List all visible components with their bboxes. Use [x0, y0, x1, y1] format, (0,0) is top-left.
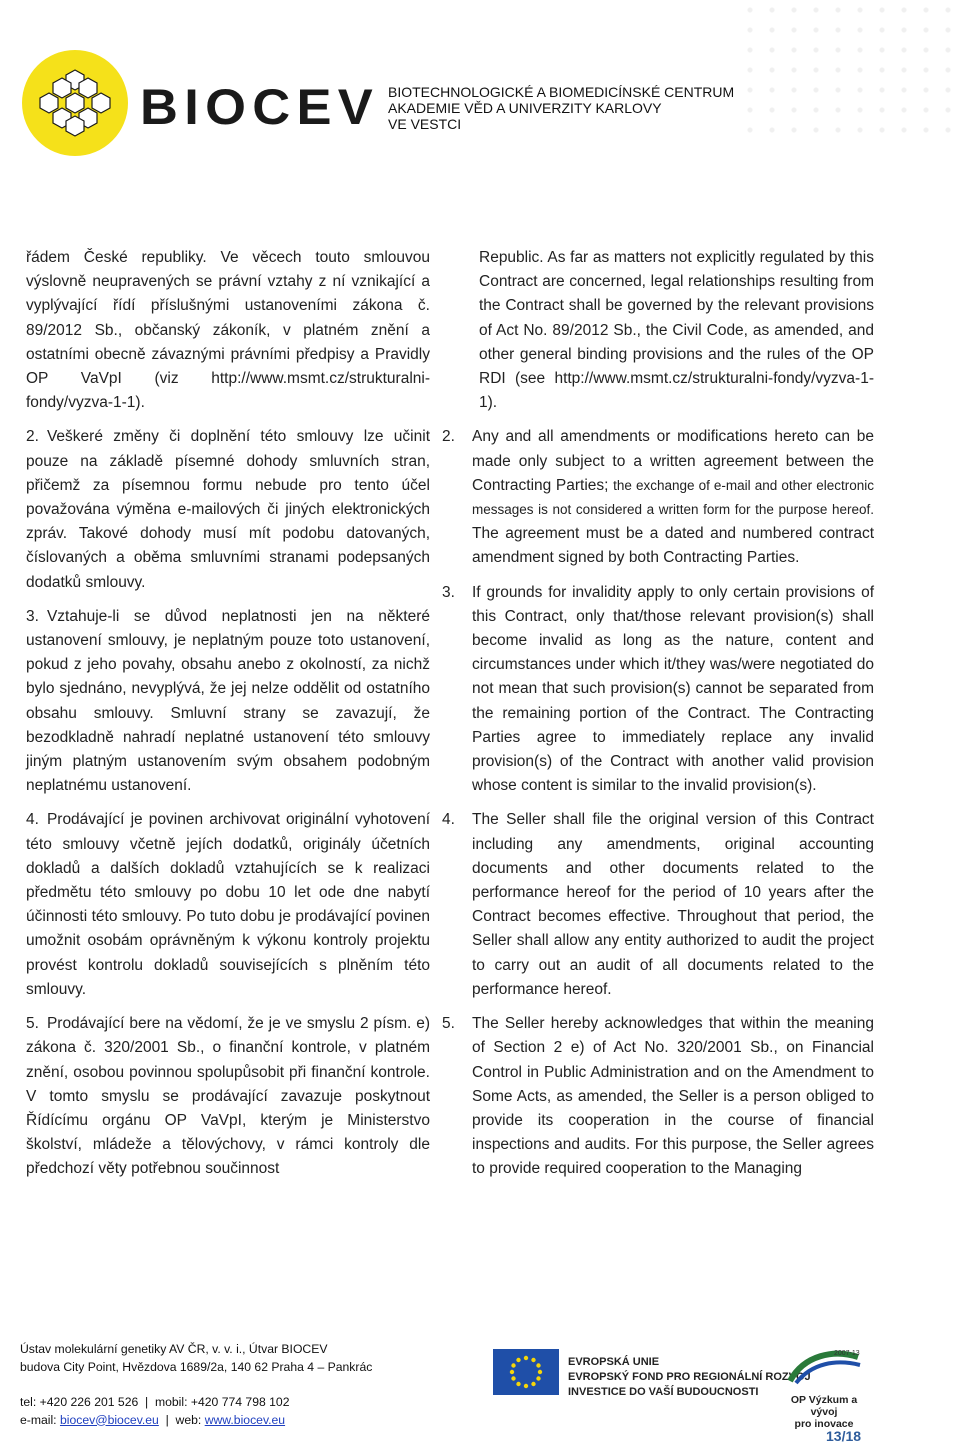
clause-text: Prodávající bere na vědomí, že je ve smyslu 2 písm. e) zákona č. 320/2001 Sb., o finanční kontrole, v platném znění, osobou povinnou spolupůsobit při finanční kontrole. V tomto smyslu se prodávající zavazuje poskytnout Řídícímu orgánu OP VaVpI, kterým je Ministerstvo školství, mládeže a tělovýchovy, v rámci kontroly dle předchozí věty potřebnou součinnost — [26, 1015, 430, 1178]
op-vavpi-logo — [776, 1347, 872, 1430]
clause-4 — [26, 808, 430, 1002]
paragraph-intro: Republic. As far as matters not explicitly regulated by this Contract are concerned, legal relationships resulting from the Contract shall be governed by the relevant provisions of Act No. 89/2012 Sb., the Civil Code, as amended, and other general binding provisions and the rules of the OP RDI (see http://www.msmt.cz/strukturalni-fondy/vyzva-1-1). — [479, 249, 874, 412]
clause-4 — [442, 808, 874, 1002]
clause-number: 2. — [26, 428, 39, 446]
contact-info — [20, 1341, 372, 1429]
clause-text: If grounds for invalidity apply to only certain provisions of this Contract, only that/those relevant provision(s) shall become invalid as long as the nature, content and circumstances under which it/they was/were negotiated do not mean that such provision(s) cannot be separated from the remaining portion of the Contract. The Contracting Parties agree to immediately replace any invalid provision(s) of the Contract with another valid provision whose content is similar to the invalid provision(s). — [472, 583, 874, 795]
clause-number: 4. — [26, 811, 39, 829]
clause-number: 3. — [442, 583, 455, 601]
eu-fund-text — [568, 1355, 811, 1400]
english-column — [442, 246, 874, 1192]
clause-number: 3. — [26, 607, 39, 625]
clause-number: 4. — [442, 811, 455, 829]
page-number: 13/18 — [826, 1428, 862, 1444]
clause-text: The Seller shall file the original version of this Contract including any amendments, original accounting documents and other documents related to the performance hereof for the period of 10 years after the Contract becomes effective. Throughout that period, the Seller shall allow any entity authorized to audit the project to carry out an audit of all documents related to the performance hereof. — [472, 811, 874, 998]
clause-3 — [442, 581, 874, 799]
eu-flag-icon — [493, 1349, 559, 1395]
page-header — [0, 0, 960, 170]
op-program-emblem-icon — [782, 1347, 866, 1387]
institution-name — [388, 84, 734, 132]
institution-line: BIOTECHNOLOGICKÉ A BIOMEDICÍNSKÉ CENTRUM — [388, 84, 735, 100]
clause-text: The Seller hereby acknowledges that within the meaning of Section 2 e) of Act No. 320/2001 Sb., on Financial Control in Public Administration and on the Amendment to Some Acts, as amended, the Seller is a person obliged to provide its cooperation in the course of financial inspections and audits. For this purpose, the Seller agrees to provide required cooperation to the Managing — [472, 1015, 874, 1178]
clause-2 — [26, 425, 430, 594]
clause-text-part: Any and all amendments or modifications hereto can be made only subject to a written agreement between the Contracting Parties; — [472, 428, 874, 494]
clause-text-part: The agreement must be a dated and numbered contract amendment signed by both Contracting Parties. — [472, 525, 874, 567]
op-line: pro inovace — [794, 1418, 854, 1430]
institution-line: VE VESTCI — [388, 116, 462, 132]
eu-fund-line: EVROPSKÁ UNIE — [568, 1356, 660, 1368]
eu-fund-line: INVESTICE DO VAŠÍ BUDOUCNOSTI — [568, 1386, 759, 1398]
paragraph-intro: řádem České republiky. Ve věcech touto smlouvou výslovně neupravených se právní vztahy z ní vznikající a vyplývající řídí příslušnými ustanoveními zákona č. 89/2012 Sb., občanský zákoník, v platném znění a ostatními obecně závaznými právními předpisy a Pravidly OP VaVpI (viz http://www.msmt.cz/strukturalni-fondy/vyzva-1-1). — [26, 249, 430, 412]
clause-2 — [442, 425, 874, 570]
web-label: | web: — [158, 1412, 205, 1427]
op-year: 2007-13 — [834, 1350, 860, 1357]
footer-email-web — [20, 1412, 372, 1430]
clause-text: Vztahuje-li se důvod neplatnosti jen na některé ustanovení smlouvy, je neplatným pouze toto ustanovení, pokud z jeho povahy, obsahu anebo z okolností, za nichž bylo sjednáno, nevyplývá, že jej nelze oddělit od ostatního obsahu smlouvy. Smluvní strany se zavazují, že bezodkladně nahradí neplatné ustanovení této smlouvy jiným platným ustanovením svým obsahem podobným neplatnému ustanovení. — [26, 607, 430, 795]
clause-3 — [26, 605, 430, 799]
czech-column — [26, 246, 430, 1192]
footer-address-line: budova City Point, Hvězdova 1689/2a, 140 62 Praha 4 – Pankrác — [20, 1359, 373, 1374]
email-link[interactable]: biocev@biocev.eu — [59, 1412, 159, 1427]
clause-number: 5. — [442, 1015, 455, 1033]
clause-5 — [26, 1012, 430, 1181]
brand-name: BIOCEV — [140, 79, 380, 135]
eu-fund-line: EVROPSKÝ FOND PRO REGIONÁLNÍ ROZVOJ — [568, 1371, 811, 1383]
clause-number: 2. — [442, 428, 455, 446]
op-program-name — [776, 1394, 872, 1430]
biocev-hexagon-logo-icon — [20, 48, 130, 158]
clause-number: 5. — [26, 1015, 39, 1033]
footer-phone: tel: +420 226 201 526 | mobil: +420 774 798 102 — [20, 1395, 290, 1409]
institution-line: AKADEMIE VĚD A UNIVERZITY KARLOVY — [388, 100, 662, 116]
op-line: OP Výzkum a vývoj — [790, 1394, 858, 1418]
footer-address-line: Ústav molekulární genetiky AV ČR, v. v. i., Útvar BIOCEV — [20, 1342, 328, 1356]
clause-text — [470, 425, 874, 570]
clause-text: Veškeré změny či doplnění této smlouvy lze učinit pouze na základě písemné dohody smluvních stran, přičemž za písemnou formu nebude pro tento účel považována výměna e-mailových či jiných elektronických zpráv. Takové dohody musí mít podobu datovaných, číslovaných a oběma smluvními stranami podepsaných dodatků smlouvy. — [26, 428, 430, 591]
web-link[interactable]: www.biocev.eu — [204, 1412, 286, 1427]
page-footer — [0, 1335, 960, 1446]
email-label: e-mail: — [20, 1412, 60, 1427]
clause-text: Prodávající je povinen archivovat originální vyhotovení této smlouvy včetně jejích dodatků, originály účetních dokladů a dalších dokladů vztahujících se k realizaci předmětu této smlouvy po dobu 10 let ode dne nabytí účinnosti této smlouvy. Po tuto dobu je prodávající povinen umožnit osobám oprávněným k výkonu kontroly projektu provést kontrolu dokladů souvisejících s plněním této smlouvy. — [26, 811, 430, 998]
clause-text-small: the exchange of e-mail and other electronic messages is not considered a written form for the purpose hereof. — [472, 477, 874, 518]
clause-5 — [442, 1012, 874, 1181]
